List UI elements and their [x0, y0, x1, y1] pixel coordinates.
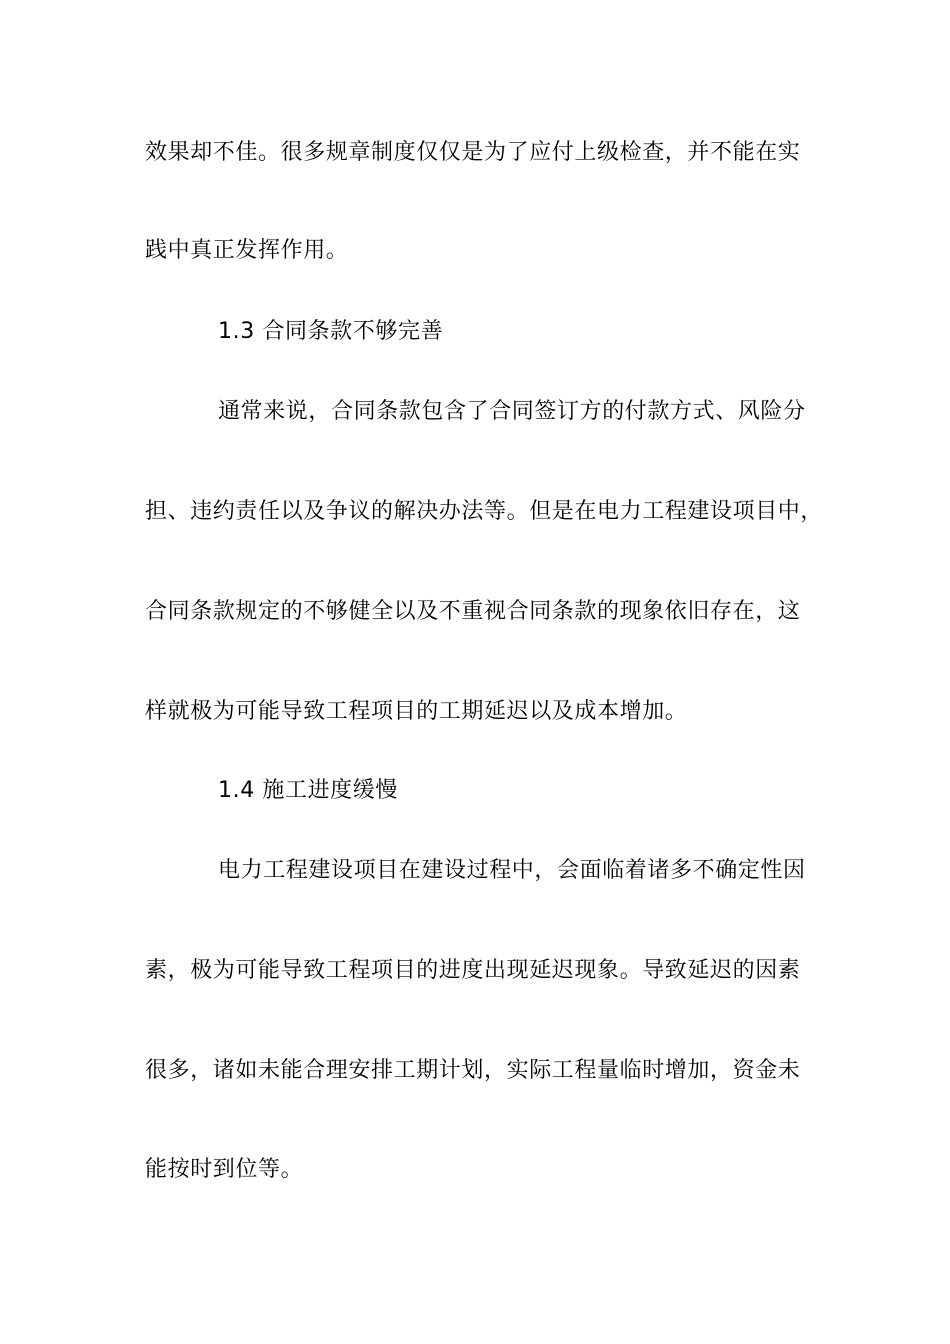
paragraph-line: 合同条款规定的不够健全以及不重视合同条款的现象依旧存在，这: [145, 599, 801, 624]
paragraph-line: 担、违约责任以及争议的解决办法等。但是在电力工程建设项目中，: [145, 499, 824, 524]
paragraph-line: 样就极为可能导致工程项目的工期延迟以及成本增加。: [145, 699, 688, 724]
paragraph-line: 素，极为可能导致工程项目的进度出现延迟现象。导致延迟的因素: [145, 958, 801, 983]
paragraph-line: 效果却不佳。很多规章制度仅仅是为了应付上级检查，并不能在实: [145, 140, 801, 165]
section-heading-1-3: 1.3 合同条款不够完善: [218, 319, 444, 344]
paragraph-line: 能按时到位等。: [145, 1157, 304, 1182]
paragraph-line: 践中真正发挥作用。: [145, 238, 349, 263]
paragraph-line: 电力工程建设项目在建设过程中，会面临着诸多不确定性因: [218, 858, 806, 883]
section-heading-1-4: 1.4 施工进度缓慢: [218, 778, 398, 803]
paragraph-line: 通常来说，合同条款包含了合同签订方的付款方式、风险分: [218, 399, 806, 424]
paragraph-line: 很多，诸如未能合理安排工期计划，实际工程量临时增加，资金未: [145, 1058, 801, 1083]
